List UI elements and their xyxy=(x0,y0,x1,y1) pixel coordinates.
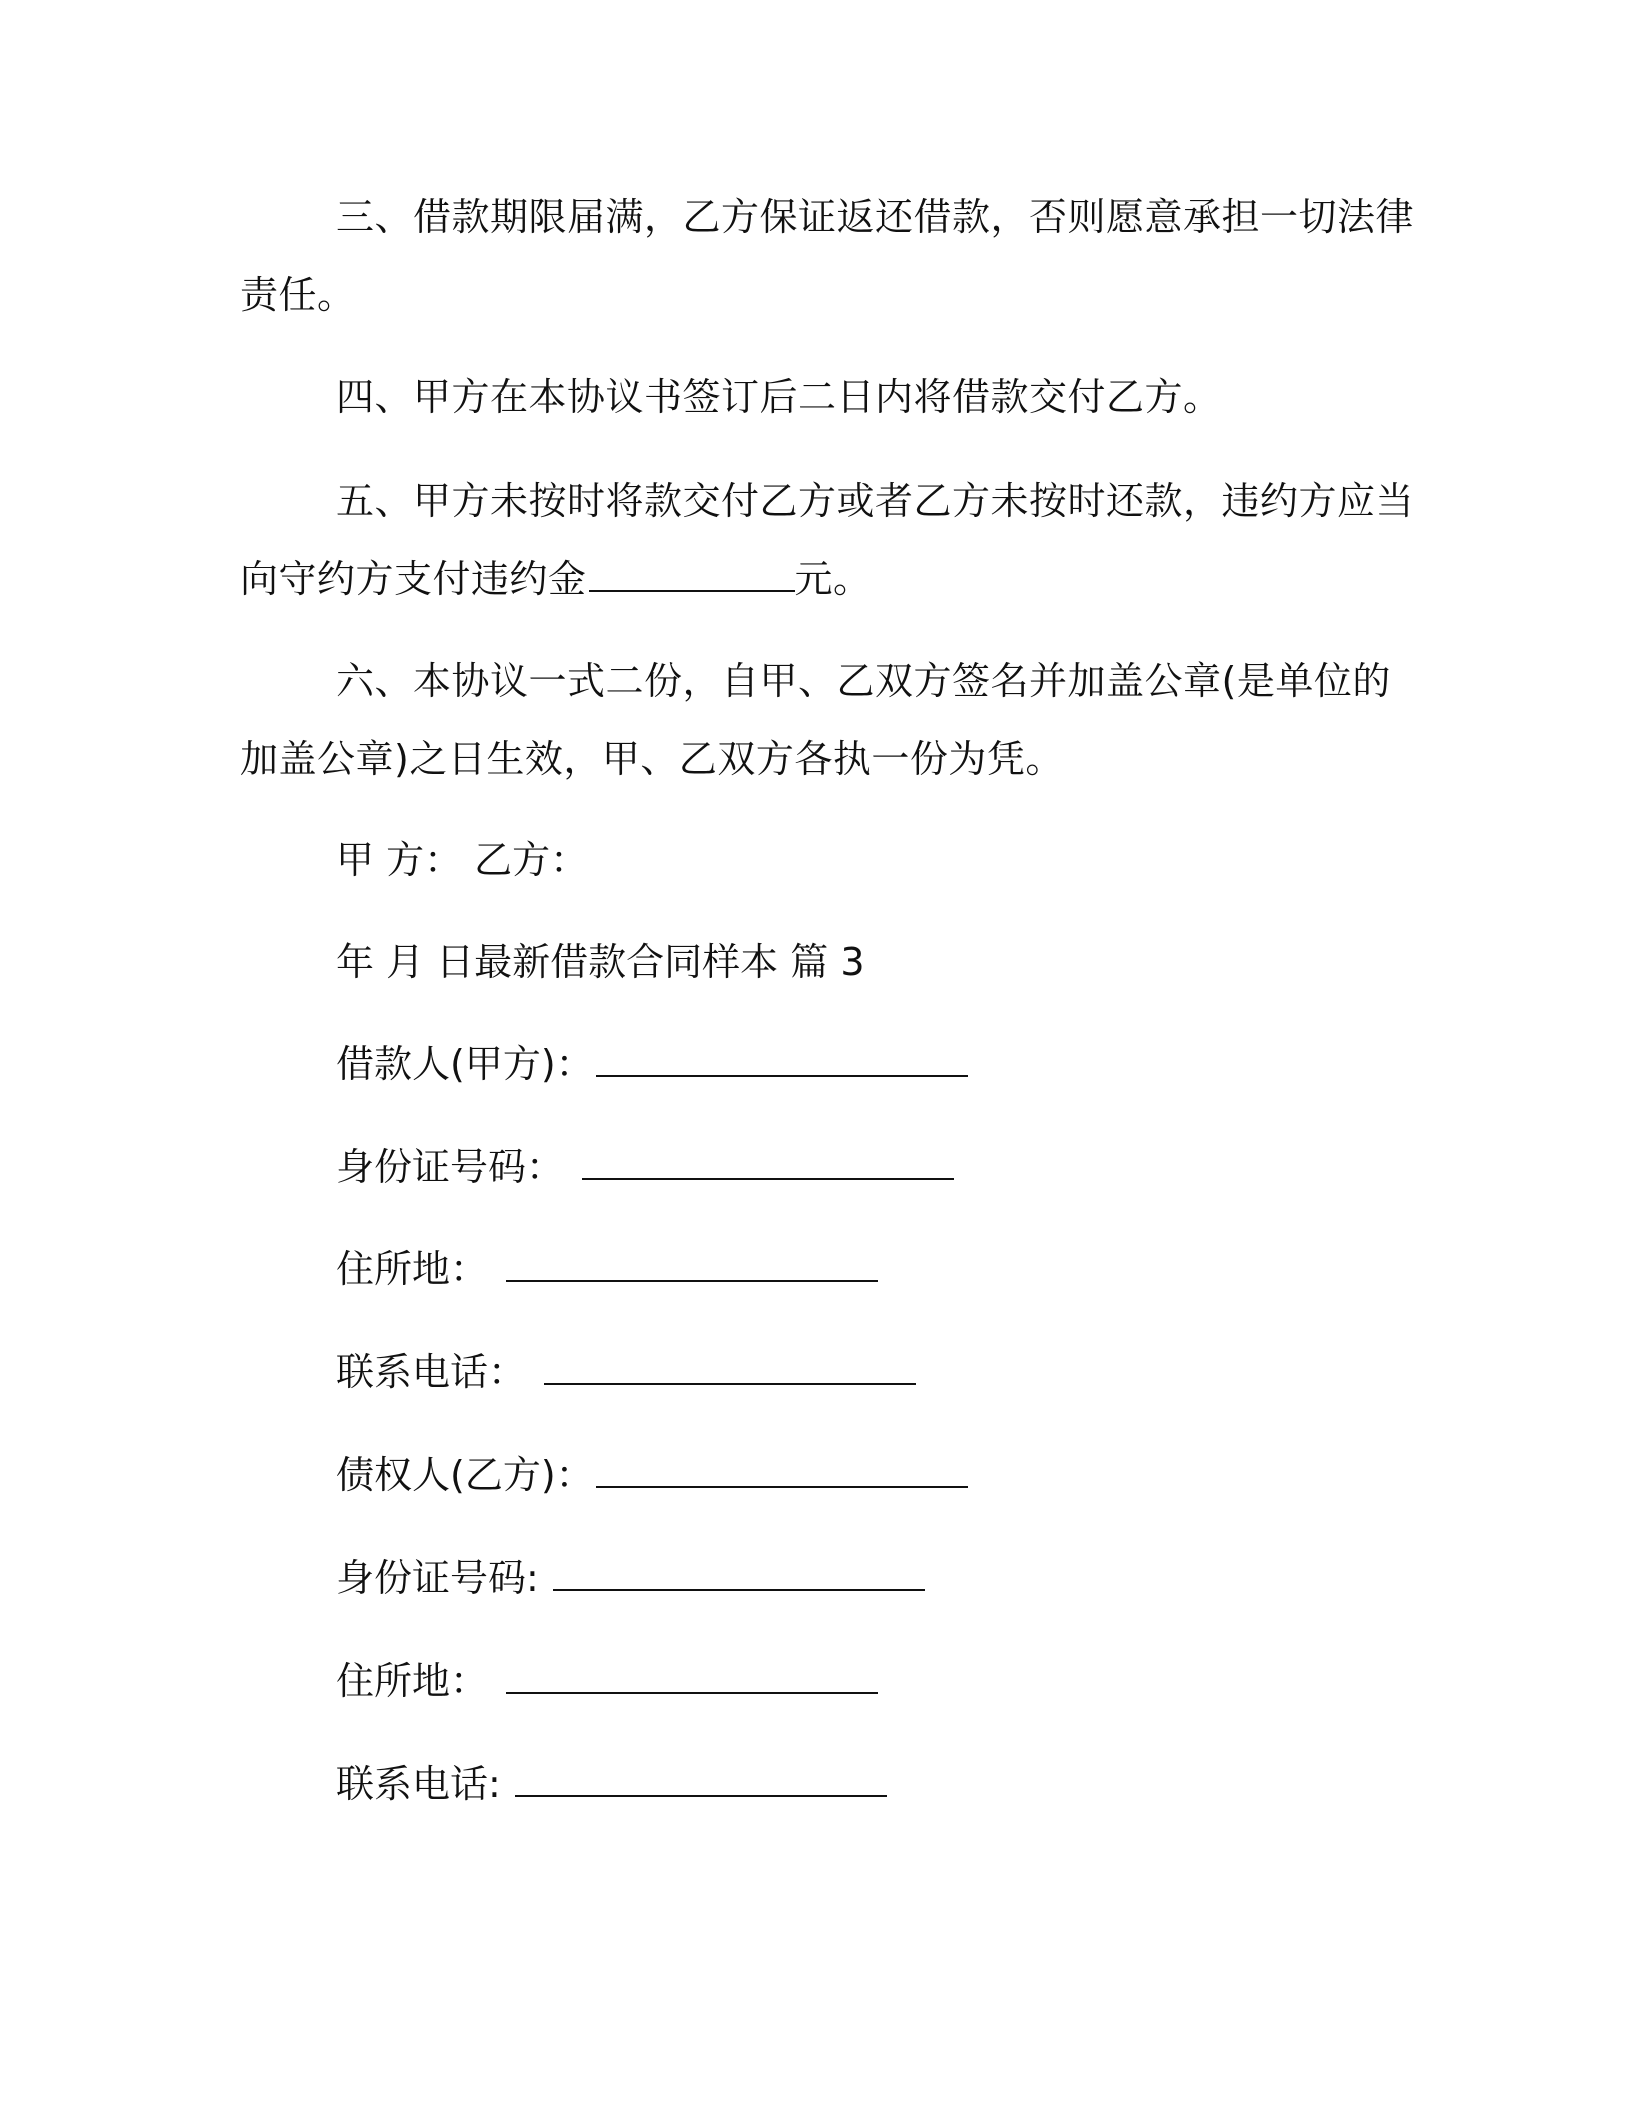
field-label: 债权人(乙方)： xyxy=(336,1453,594,1497)
field-creditor xyxy=(336,1445,968,1505)
date-title-line: 年 月 日最新借款合同样本 篇 3 xyxy=(336,940,865,984)
clause-3 xyxy=(240,178,1415,334)
field-blank[interactable] xyxy=(596,1045,968,1077)
field-borrower-address xyxy=(336,1239,878,1299)
clause-6-line-1: 六、本协议一式二份，自甲、乙双方签名并加盖公章(是单位的 xyxy=(336,659,1391,703)
field-label: 身份证号码： xyxy=(336,1145,565,1189)
clause-5-line-2-prefix: 向守约方支付违约金 xyxy=(240,557,587,601)
field-creditor-phone xyxy=(336,1754,887,1814)
clause-5-line-2-suffix: 元。 xyxy=(794,557,872,601)
field-label: 身份证号码: xyxy=(336,1556,551,1600)
field-blank[interactable] xyxy=(506,1662,878,1694)
clause-4-line-1: 四、甲方在本协议书签订后二日内将借款交付乙方。 xyxy=(336,375,1222,419)
penalty-amount-blank[interactable] xyxy=(589,560,795,592)
field-creditor-id xyxy=(336,1548,925,1608)
field-creditor-address xyxy=(336,1651,878,1711)
field-blank[interactable] xyxy=(515,1765,887,1797)
clause-3-line-2: 责任。 xyxy=(240,273,356,317)
field-label: 联系电话: xyxy=(336,1762,513,1806)
field-blank[interactable] xyxy=(582,1148,954,1180)
field-label: 住所地： xyxy=(336,1247,489,1291)
clause-4 xyxy=(240,358,1380,436)
clause-3-line-1: 三、借款期限届满，乙方保证返还借款，否则愿意承担一切法律 xyxy=(336,195,1415,239)
field-label: 联系电话： xyxy=(336,1350,527,1394)
field-borrower-phone xyxy=(336,1342,916,1402)
field-borrower xyxy=(336,1034,968,1094)
field-blank[interactable] xyxy=(553,1559,925,1591)
clause-6-line-2: 加盖公章)之日生效，甲、乙双方各执一份为凭。 xyxy=(240,737,1064,781)
field-label: 住所地： xyxy=(336,1659,489,1703)
signature-line: 甲 方： 乙方： xyxy=(336,838,589,882)
clause-5-line-2 xyxy=(240,540,1380,618)
clause-5 xyxy=(240,462,1415,618)
clause-6 xyxy=(240,642,1391,798)
field-label: 借款人(甲方)： xyxy=(336,1042,594,1086)
clause-5-line-1: 五、甲方未按时将款交付乙方或者乙方未按时还款，违约方应当 xyxy=(336,479,1415,523)
field-blank[interactable] xyxy=(596,1456,968,1488)
field-blank[interactable] xyxy=(506,1250,878,1282)
field-blank[interactable] xyxy=(544,1353,916,1385)
field-borrower-id xyxy=(336,1137,954,1197)
